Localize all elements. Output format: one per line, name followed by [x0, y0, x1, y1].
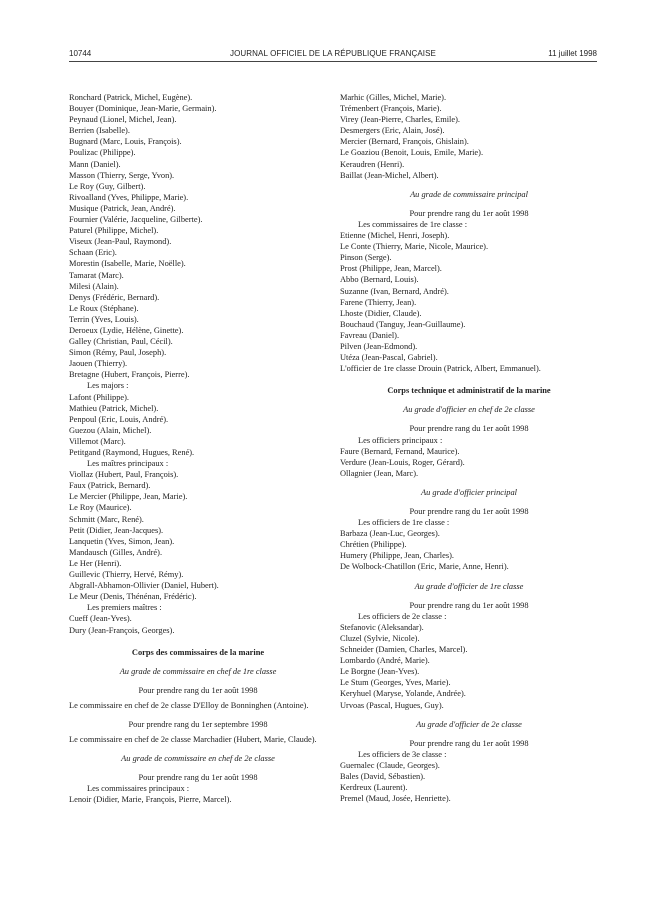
name-entry: Bouyer (Dominique, Jean-Marie, Germain).: [69, 104, 217, 114]
grade-heading: Au grade d'officier en chef de 2e classe: [403, 405, 535, 415]
name-entry: Urvoas (Pascal, Hugues, Guy).: [340, 700, 444, 710]
name-entry: Viseux (Jean-Paul, Raymond).: [69, 237, 172, 247]
name-entry: Le Roy (Guy, Gilbert).: [69, 181, 146, 191]
name-entry: Prost (Philippe, Jean, Marcel).: [340, 264, 442, 274]
rank-date-line: Pour prendre rang du 1er août 1998: [409, 424, 529, 434]
rank-date-line: Pour prendre rang du 1er août 1998: [138, 773, 258, 783]
category-label: Les majors :: [87, 381, 129, 391]
name-entry: Etienne (Michel, Henri, Joseph).: [340, 231, 450, 241]
name-entry: Peynaud (Lionel, Michel, Jean).: [69, 115, 177, 125]
name-entry: Rivoalland (Yves, Philippe, Marie).: [69, 192, 189, 202]
name-entry: Lhoste (Didier, Claude).: [340, 308, 422, 318]
name-entry: Schmitt (Marc, René).: [69, 514, 144, 524]
name-entry: Petitgand (Raymond, Hugues, René).: [69, 448, 195, 457]
left-column: [69, 92, 327, 806]
name-entry: Berrien (Isabelle).: [69, 126, 130, 136]
grade-heading: Au grade de commissaire en chef de 1re classe: [119, 666, 277, 676]
name-entry: Fournier (Valérie, Jacqueline, Gilberte).: [69, 215, 203, 225]
header-rule: [69, 61, 597, 62]
name-entry: Favreau (Daniel).: [340, 330, 400, 340]
name-entry: Desmergers (Eric, Alain, José).: [340, 126, 445, 136]
name-entry: Barbaza (Jean-Luc, Georges).: [340, 529, 440, 539]
name-entry: Penpoul (Eric, Louis, André).: [69, 414, 169, 424]
name-entry: Kerdreux (Laurent).: [340, 783, 408, 793]
category-label: Les commissaires de 1re classe :: [358, 219, 468, 229]
page-number: 10744: [69, 49, 92, 58]
name-entry: Lanquetin (Yves, Simon, Jean).: [69, 536, 175, 546]
name-entry: Schneider (Damien, Charles, Marcel).: [340, 645, 468, 655]
name-entry: Schaan (Eric).: [69, 248, 117, 258]
category-label: Les maîtres principaux :: [87, 459, 169, 469]
name-entry: Paturel (Philippe, Michel).: [69, 226, 159, 236]
section-heading: Corps des commissaires de la marine: [131, 647, 265, 657]
grade-heading: Au grade d'officier de 1re classe: [414, 581, 524, 591]
name-entry: Lafont (Philippe).: [69, 392, 130, 402]
name-entry: Abbo (Bernard, Louis).: [340, 275, 419, 285]
rank-date-line: Pour prendre rang du 1er septembre 1998: [128, 719, 268, 729]
name-entry: Bugnard (Marc, Louis, François).: [69, 137, 182, 147]
name-entry: De Wolbock-Chatillon (Eric, Marie, Anne, Henri).: [340, 562, 509, 572]
name-entry: Mathieu (Patrick, Michel).: [69, 403, 159, 413]
rank-date-line: Pour prendre rang du 1er août 1998: [409, 738, 529, 748]
name-entry: Viollaz (Hubert, Paul, François).: [69, 470, 179, 480]
journal-title: JOURNAL OFFICIEL DE LA RÉPUBLIQUE FRANÇAISE: [230, 49, 436, 58]
name-entry: Pinson (Serge).: [340, 253, 392, 263]
name-entry: Faure (Bernard, Fernand, Maurice).: [340, 446, 460, 456]
grade-heading: Au grade d'officier de 2e classe: [416, 719, 522, 729]
name-entry: Guernalec (Claude, Georges).: [340, 760, 440, 770]
issue-date: 11 juillet 1998: [548, 49, 597, 58]
name-entry: Galley (Christian, Paul, Cécil).: [69, 337, 173, 347]
name-entry: Mandausch (Gilles, André).: [69, 547, 163, 557]
name-entry: Deroeux (Lydie, Hélène, Ginette).: [69, 325, 184, 335]
rank-date-line: Pour prendre rang du 1er août 1998: [409, 600, 529, 610]
name-entry: Le Roux (Stéphane).: [69, 303, 139, 313]
name-entry: Petit (Didier, Jean-Jacques).: [69, 525, 164, 535]
name-entry: Utéza (Jean-Pascal, Gabriel).: [340, 353, 438, 363]
name-entry: Faux (Patrick, Bernard).: [69, 481, 151, 491]
name-entry: Pilven (Jean-Edmond).: [340, 341, 418, 351]
name-entry: Keryhuel (Maryse, Yolande, Andrée).: [340, 689, 466, 699]
grade-heading: Au grade d'officier principal: [421, 487, 517, 497]
name-entry: Chrétien (Philippe).: [340, 540, 407, 550]
name-entry: Abgrall-Abhamon-Ollivier (Daniel, Hubert).: [69, 581, 219, 591]
rank-date-line: Pour prendre rang du 1er août 1998: [409, 208, 529, 218]
page-header: [69, 48, 597, 60]
category-label: Les officiers de 1re classe :: [358, 518, 450, 528]
category-label: Les officiers de 3e classe :: [358, 749, 447, 759]
name-entry: Bales (David, Sébastien).: [340, 771, 426, 781]
category-label: Les commissaires principaux :: [87, 784, 190, 794]
name-entry: Lombardo (André, Marie).: [340, 656, 430, 666]
name-entry: Marhic (Gilles, Michel, Marie).: [340, 93, 447, 102]
name-entry: Ronchard (Patrick, Michel, Eugène).: [69, 93, 193, 102]
category-label: Les officiers de 2e classe :: [358, 611, 447, 621]
name-entry: Musique (Patrick, Jean, André).: [69, 203, 176, 213]
name-entry: Simon (Rémy, Paul, Joseph).: [69, 348, 167, 358]
grade-heading: Au grade de commissaire principal: [410, 189, 528, 199]
name-entry: Poulizac (Philippe).: [69, 148, 136, 158]
name-entry: Le Goaziou (Benoit, Louis, Emile, Marie).: [340, 148, 484, 158]
name-entry: Le Borgne (Jean-Yves).: [340, 667, 420, 677]
name-entry: Masson (Thierry, Serge, Yvon).: [69, 170, 175, 180]
name-entry: Cueff (Jean-Yves).: [69, 614, 132, 624]
name-entry: Ollagnier (Jean, Marc).: [340, 468, 419, 478]
right-column: [340, 92, 598, 804]
name-entry: Le Her (Henri).: [69, 558, 122, 568]
name-entry: Stefanovic (Aleksandar).: [340, 622, 424, 632]
name-entry: Lenoir (Didier, Marie, François, Pierre, Marcel).: [69, 795, 232, 805]
appointment-entry: Le commissaire en chef de 2e classe D'Elloy de Bonninghen (Antoine).: [69, 700, 309, 710]
name-entry: Milesi (Alain).: [69, 281, 119, 291]
category-label: Les officiers principaux :: [358, 435, 443, 445]
name-entry: Le Meur (Denis, Thénénan, Frédéric).: [69, 592, 197, 602]
name-entry: Cluzel (Sylvie, Nicole).: [340, 633, 420, 643]
name-entry: Mercier (Bernard, François, Ghislain).: [340, 137, 469, 147]
name-entry: Villemot (Marc).: [69, 436, 126, 446]
name-entry: L'officier de 1re classe Drouin (Patrick, Albert, Emmanuel).: [340, 364, 541, 374]
rank-date-line: Pour prendre rang du 1er août 1998: [409, 507, 529, 516]
category-label: Les premiers maîtres :: [87, 603, 162, 613]
rank-date-line: Pour prendre rang du 1er août 1998: [138, 685, 258, 695]
name-entry: Guezou (Alain, Michel).: [69, 425, 152, 435]
name-entry: Bouchaud (Tanguy, Jean-Guillaume).: [340, 319, 466, 329]
name-entry: Le Roy (Maurice).: [69, 503, 132, 513]
name-entry: Le Mercier (Philippe, Jean, Marie).: [69, 492, 188, 502]
name-entry: Suzanne (Ivan, Bernard, André).: [340, 286, 449, 296]
name-entry: Virey (Jean-Pierre, Charles, Emile).: [340, 115, 460, 125]
name-entry: Verdure (Jean-Louis, Roger, Gérard).: [340, 457, 465, 467]
name-entry: Guillevic (Thierry, Hervé, Rémy).: [69, 570, 184, 580]
name-entry: Terrin (Yves, Louis).: [69, 314, 139, 324]
appointment-entry: Le commissaire en chef de 2e classe Marchadier (Hubert, Marie, Claude).: [69, 735, 317, 745]
name-entry: Farene (Thierry, Jean).: [340, 297, 417, 307]
name-entry: Premel (Maud, Josée, Henriette).: [340, 794, 451, 804]
name-entry: Jaouen (Thierry).: [69, 359, 128, 369]
name-entry: Morestin (Isabelle, Marie, Noëlle).: [69, 259, 186, 269]
name-entry: Le Conte (Thierry, Marie, Nicole, Maurice).: [340, 242, 489, 252]
name-entry: Humery (Philippe, Jean, Charles).: [340, 551, 454, 561]
name-entry: Dury (Jean-François, Georges).: [69, 625, 175, 635]
name-entry: Trémenbert (François, Marie).: [340, 104, 442, 114]
name-entry: Bretagne (Hubert, François, Pierre).: [69, 370, 190, 380]
name-entry: Baillat (Jean-Michel, Albert).: [340, 170, 439, 180]
name-entry: Keraudren (Henri).: [340, 159, 405, 169]
name-entry: Denys (Frédéric, Bernard).: [69, 292, 160, 302]
grade-heading: Au grade de commissaire en chef de 2e classe: [121, 754, 275, 764]
section-heading: Corps technique et administratif de la marine: [387, 386, 551, 396]
name-entry: Mann (Daniel).: [69, 159, 121, 169]
name-entry: Tamarat (Marc).: [69, 270, 124, 280]
name-entry: Le Stum (Georges, Yves, Marie).: [340, 678, 451, 688]
